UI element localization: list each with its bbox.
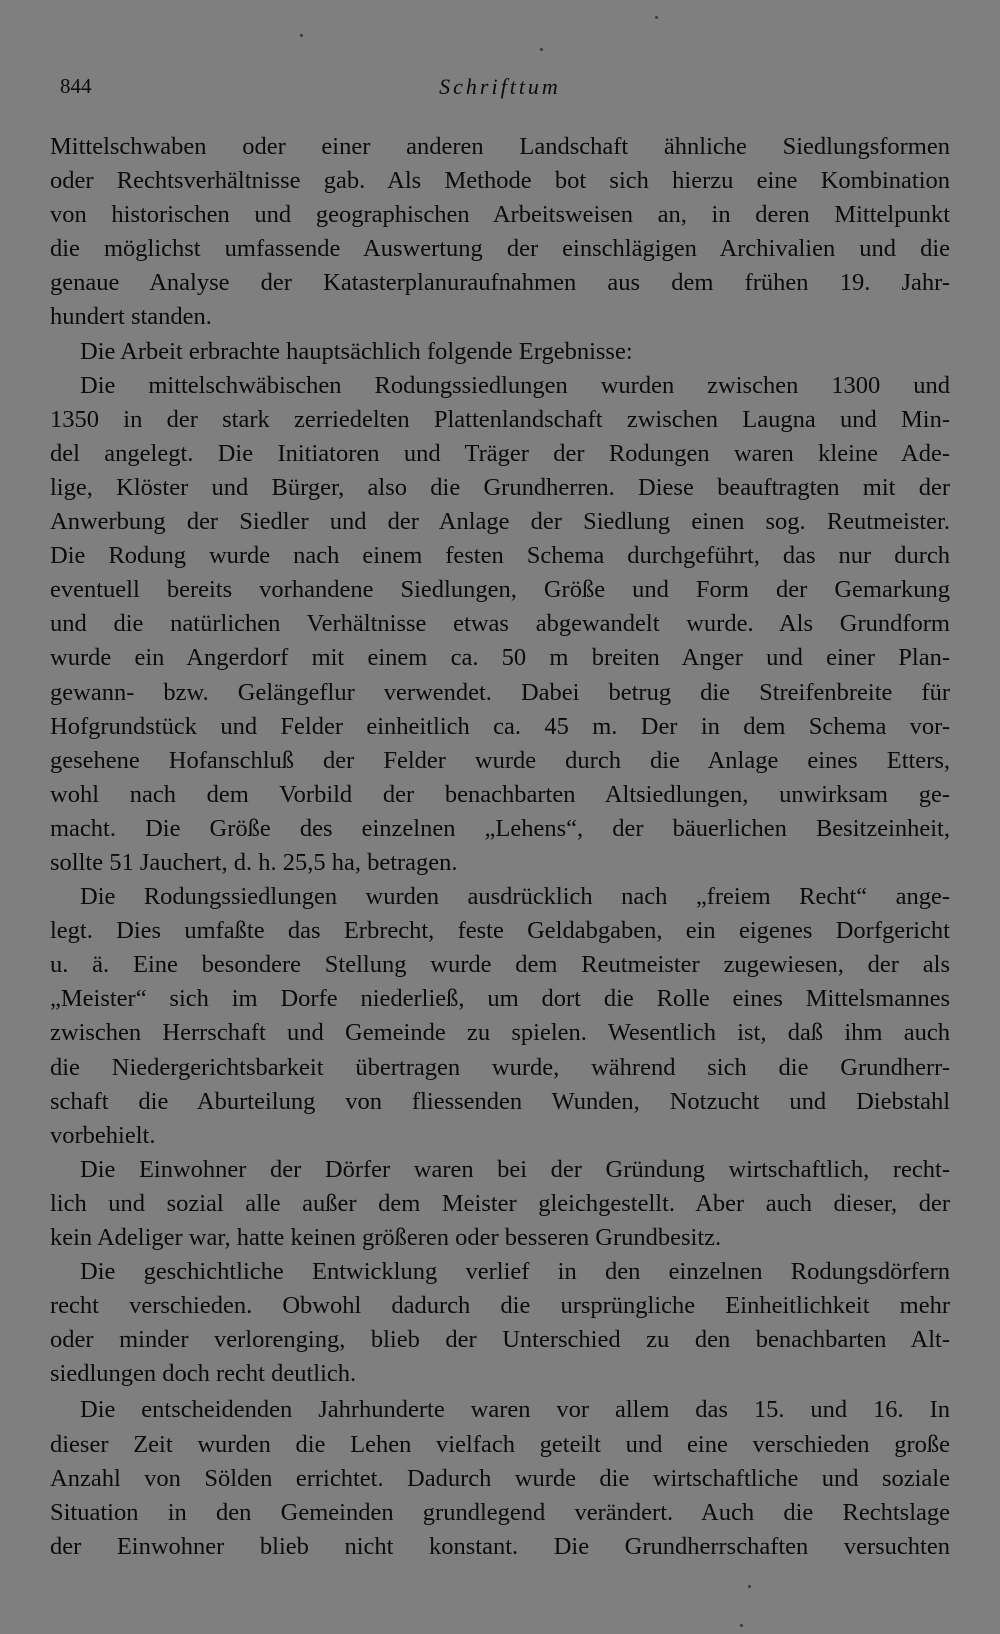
text-line: Situation in den Gemeinden grundlegend verändert. Auch die Rechtslage (50, 1498, 950, 1526)
text-line: Die geschichtliche Entwicklung verlief in den einzelnen Rodungsdörfern (80, 1258, 950, 1286)
text-line: oder minder verlorenging, blieb der Unterschied zu den benachbarten Alt- (50, 1326, 950, 1354)
text-line: Anwerbung der Siedler und der Anlage der Siedlung einen sog. Reutmeister. (50, 508, 950, 536)
page-header (58, 74, 942, 104)
scan-speck (300, 34, 303, 37)
text-line: hundert standen. (50, 303, 212, 331)
text-line: lige, Klöster und Bürger, also die Grundherren. Diese beauftragten mit der (50, 473, 950, 501)
text-line: Mittelschwaben oder einer anderen Landschaft ähnliche Siedlungsformen (50, 133, 950, 160)
text-line: schaft die Aburteilung von fliessenden Wunden, Notzucht und Diebstahl (50, 1087, 950, 1115)
text-line: die möglichst umfassende Auswertung der einschlägigen Archivalien und die (50, 235, 950, 263)
text-line: oder Rechtsverhältnisse gab. Als Methode bot sich hierzu eine Kombination (50, 167, 950, 195)
text-line: wurde ein Angerdorf mit einem ca. 50 m breiten Anger und einer Plan- (50, 644, 950, 672)
text-line: die Niedergerichtsbarkeit übertragen wurde, während sich die Grundherr- (50, 1053, 950, 1081)
text-line: Die Rodungssiedlungen wurden ausdrücklich nach „freiem Recht“ ange- (80, 883, 950, 911)
scan-speck (740, 1624, 743, 1627)
text-line: Hofgrundstück und Felder einheitlich ca. 45 m. Der in dem Schema vor- (50, 712, 950, 740)
text-line: Die mittelschwäbischen Rodungssiedlungen wurden zwischen 1300 und (80, 371, 950, 399)
text-line: sollte 51 Jauchert, d. h. 25,5 ha, betragen. (50, 848, 458, 876)
text-line: siedlungen doch recht deutlich. (50, 1360, 357, 1388)
text-line: der Einwohner blieb nicht konstant. Die Grundherrschaften versuchten (50, 1532, 950, 1560)
text-line: vorbehielt. (50, 1121, 156, 1149)
scan-speck (748, 1585, 751, 1588)
text-line: legt. Dies umfaßte das Erbrecht, feste Geldabgaben, ein eigenes Dorfgericht (50, 917, 950, 945)
text-line: dieser Zeit wurden die Lehen vielfach geteilt und eine verschieden große (50, 1430, 950, 1458)
text-line: recht verschieden. Obwohl dadurch die ursprüngliche Einheitlichkeit mehr (50, 1292, 950, 1320)
text-line: Die entscheidenden Jahrhunderte waren vor allem das 15. und 16. In (80, 1396, 950, 1424)
text-line: gewann- bzw. Gelängeflur verwendet. Dabei betrug die Streifenbreite für (50, 678, 950, 706)
text-line: lich und sozial alle außer dem Meister gleichgestellt. Aber auch dieser, der (50, 1189, 950, 1217)
text-line: macht. Die Größe des einzelnen „Lehens“, der bäuerlichen Besitzeinheit, (50, 814, 950, 842)
running-title: Schrifttum (439, 74, 561, 99)
text-line: und die natürlichen Verhältnisse etwas abgewandelt wurde. Als Grundform (50, 610, 950, 638)
text-line: „Meister“ sich im Dorfe niederließ, um dort die Rolle eines Mittelsmannes (50, 985, 950, 1013)
page-number: 844 (60, 74, 92, 98)
text-line: gesehene Hofanschluß der Felder wurde durch die Anlage eines Etters, (50, 746, 950, 774)
text-line: kein Adeliger war, hatte keinen größeren oder besseren Grundbesitz. (50, 1224, 722, 1251)
scan-speck (655, 16, 658, 19)
text-line: u. ä. Eine besondere Stellung wurde dem Reutmeister zugewiesen, der als (50, 951, 950, 979)
text-line: eventuell bereits vorhandene Siedlungen, Größe und Form der Gemarkung (50, 576, 950, 604)
text-line: zwischen Herrschaft und Gemeinde zu spielen. Wesentlich ist, daß ihm auch (50, 1019, 950, 1047)
text-line: Anzahl von Sölden errichtet. Dadurch wurde die wirtschaftliche und soziale (50, 1464, 950, 1492)
scan-speck (540, 48, 543, 51)
text-line: 1350 in der stark zerriedelten Plattenlandschaft zwischen Laugna und Min- (50, 405, 950, 433)
text-line: del angelegt. Die Initiatoren und Träger der Rodungen waren kleine Ade- (50, 439, 950, 467)
text-line: Die Einwohner der Dörfer waren bei der Gründung wirtschaftlich, recht- (80, 1155, 950, 1183)
body-text (50, 130, 950, 1564)
text-line: von historischen und geographischen Arbeitsweisen an, in deren Mittelpunkt (50, 201, 950, 229)
text-line: genaue Analyse der Katasterplanuraufnahmen aus dem frühen 19. Jahr- (50, 269, 950, 297)
text-line: wohl nach dem Vorbild der benachbarten Altsiedlungen, unwirksam ge- (50, 780, 950, 808)
text-line: Die Arbeit erbrachte hauptsächlich folgende Ergebnisse: (80, 337, 633, 365)
text-line: Die Rodung wurde nach einem festen Schema durchgeführt, das nur durch (50, 542, 950, 570)
